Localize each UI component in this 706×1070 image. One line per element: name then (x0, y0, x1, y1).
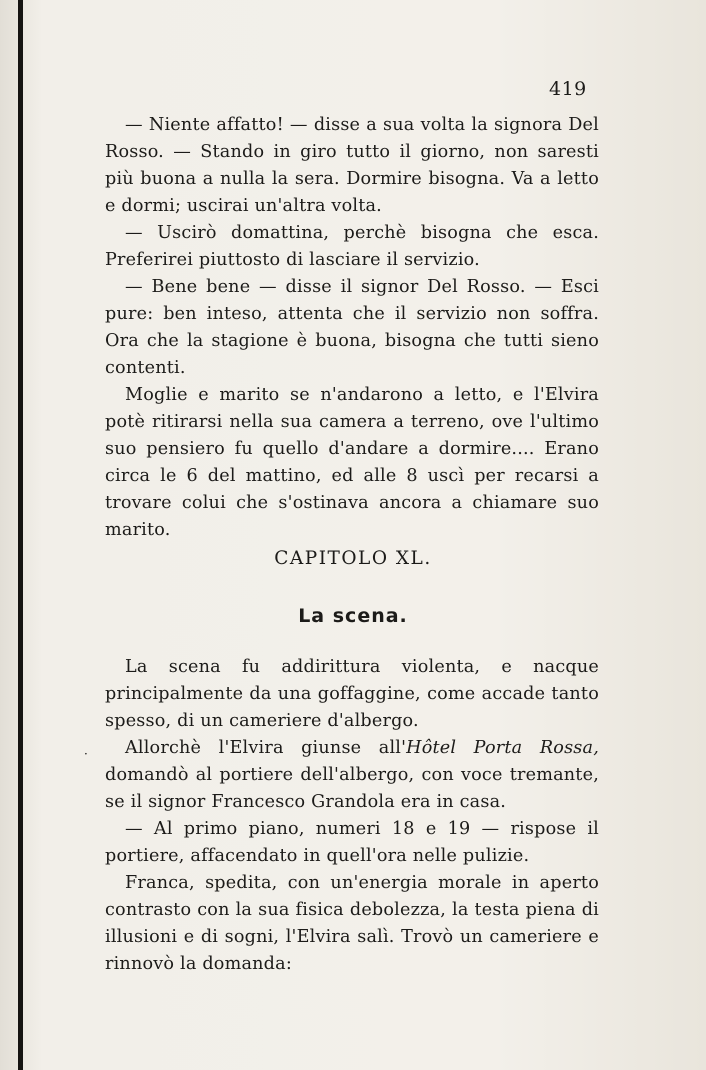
text-block-bottom (105, 654, 599, 978)
paragraph: La scena fu addirittura violenta, e nacque principalmente da una goffaggine, come accade tanto spesso, di un cameriere d'albergo. (105, 657, 599, 731)
paragraph: Moglie e marito se n'andarono a letto, e l'Elvira potè ritirarsi nella sua camera a terreno, ove l'ultimo suo pensiero fu quello d'andare a dormire.... Erano circa le 6 del mattino, ed alle 8 uscì per recarsi a trovare colui che s'ostinava ancora a chiamare suo marito. (105, 385, 599, 540)
text-block-top (105, 112, 599, 544)
paragraph: — Niente affatto! — disse a sua volta la signora Del Rosso. — Stando in giro tutto il giorno, non saresti più buona a nulla la sera. Dormire bisogna. Va a letto e dormi; uscirai un'altra volta. (105, 115, 599, 216)
hotel-name: Hôtel Porta Rossa, (406, 738, 600, 758)
paragraph: — Bene bene — disse il signor Del Rosso. — Esci pure: ben inteso, attenta che il servizio non soffra. Ora che la stagione è buona, bisogna che tutti sieno contenti. (105, 277, 599, 378)
chapter-heading: CAPITOLO XL. (274, 548, 432, 569)
paragraph (105, 735, 599, 816)
paragraph: Franca, spedita, con un'energia morale in aperto contrasto con la sua fisica debolezza, la testa piena di illusioni e di sogni, l'Elvira salì. Trovò un cameriere e rinnovò la domanda: (105, 873, 599, 974)
page-number: 419 (549, 78, 587, 100)
stray-mark: · (84, 747, 88, 761)
paragraph: — Al primo piano, numeri 18 e 19 — rispose il portiere, affacendato in quell'ora nelle pulizie. (105, 819, 599, 866)
paragraph-text: Allorchè l'Elvira giunse all' (125, 738, 407, 758)
paragraph: — Uscirò domattina, perchè bisogna che esca. Preferirei piuttosto di lasciare il servizio. (105, 223, 599, 270)
binding-edge (18, 0, 23, 1070)
paragraph-text: domandò al portiere dell'albergo, con voce tremante, se il signor Francesco Grandola era in casa. (105, 765, 599, 812)
chapter-title: La scena. (298, 605, 408, 627)
